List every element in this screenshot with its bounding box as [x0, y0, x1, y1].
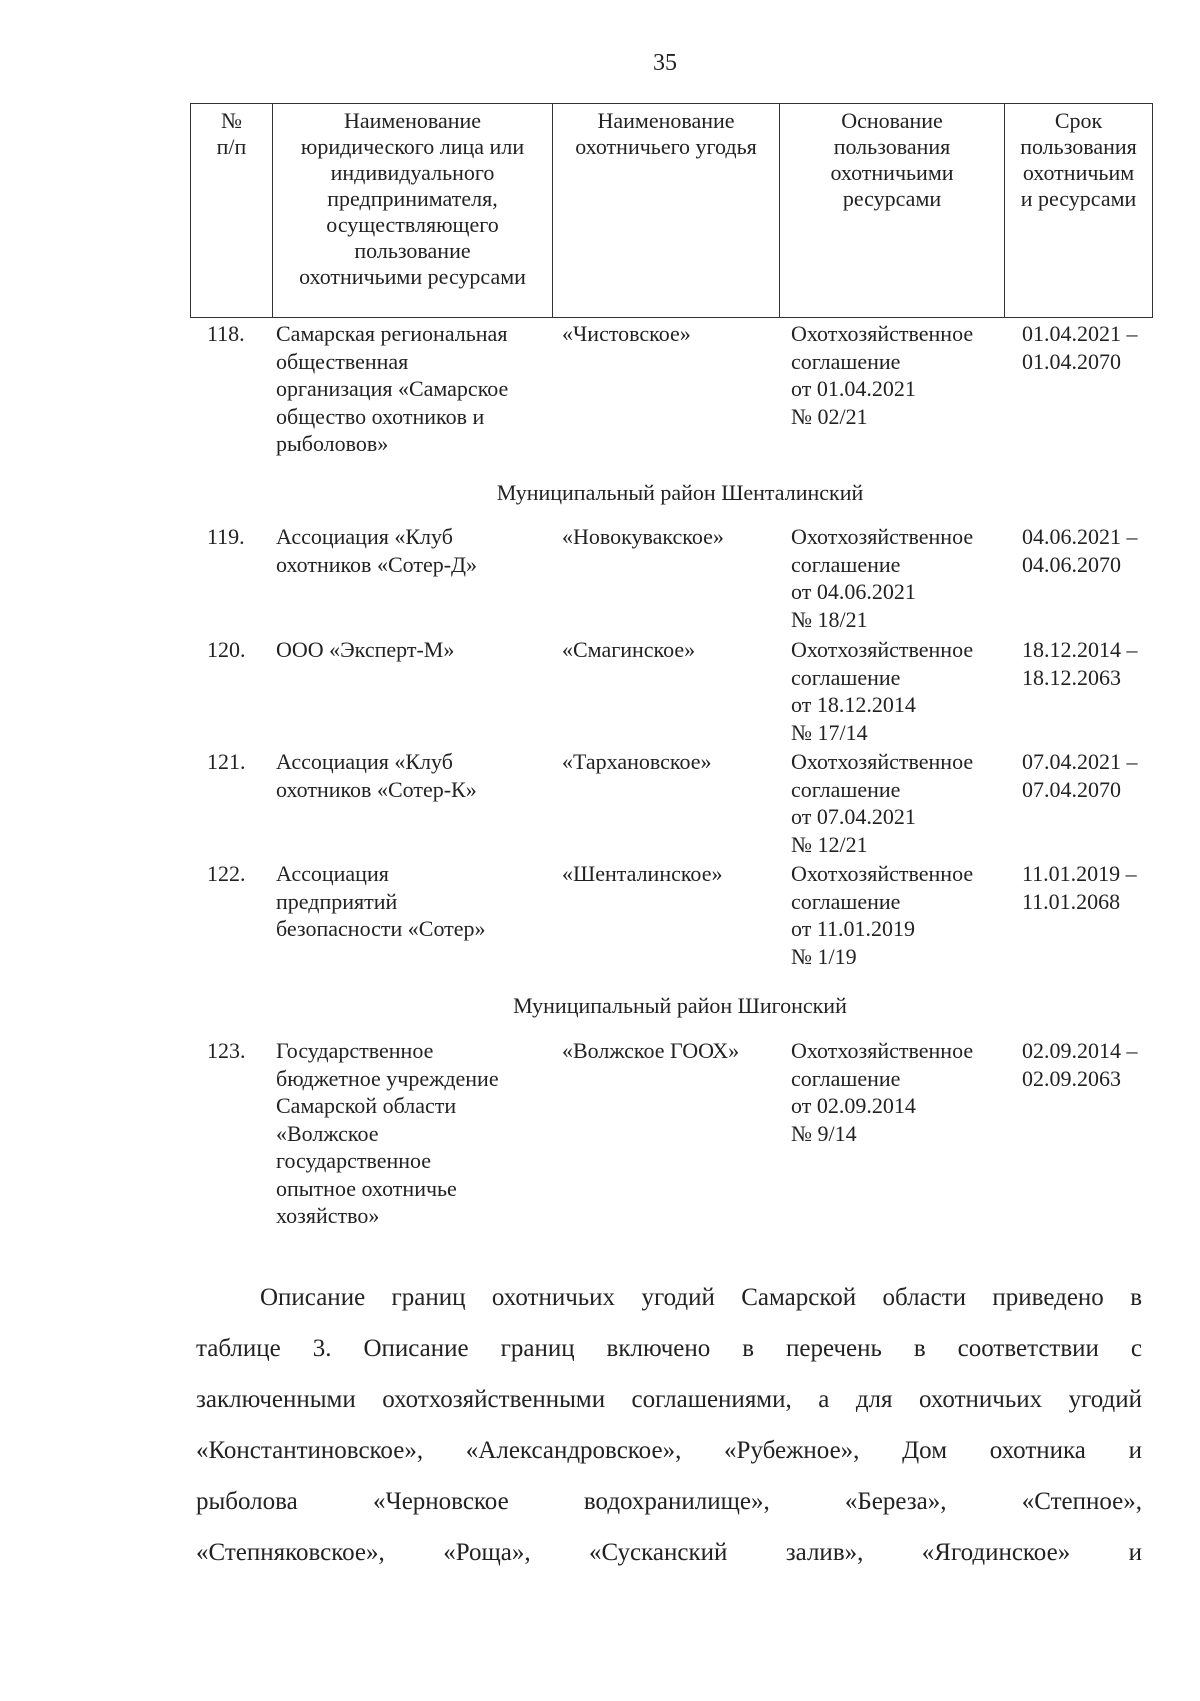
- row-organization: Ассоциация «Клуб охотников «Сотер-Д»: [276, 524, 478, 577]
- row-number: 119.: [207, 524, 245, 549]
- header-area: Наименование охотничьего угодья: [553, 104, 780, 318]
- paragraph-line: «Константиновское», «Александровское», «Рубежное», Дом охотника и: [196, 1437, 1142, 1464]
- header-basis: Основание пользования охотничьими ресурсами: [780, 104, 1005, 318]
- row-term: 07.04.2021 – 07.04.2070: [1022, 749, 1138, 802]
- row-hunting-area: «Волжское ГООХ»: [562, 1038, 740, 1063]
- row-term: 02.09.2014 – 02.09.2063: [1022, 1038, 1138, 1091]
- paragraph-line: заключенными охотхозяйственными соглашениями, а для охотничьих угодий: [196, 1386, 1142, 1413]
- row-number: 123.: [207, 1038, 246, 1063]
- row-basis: Охотхозяйственное соглашение от 02.09.2014 № 9/14: [791, 1038, 974, 1146]
- row-term: 18.12.2014 – 18.12.2063: [1022, 637, 1138, 690]
- row-organization: Государственное бюджетное учреждение Самарской области «Волжское государственное опытное охотничье хозяйство»: [276, 1038, 499, 1228]
- district-heading: Муниципальный район Шенталинский: [496, 480, 864, 505]
- row-hunting-area: «Тархановское»: [562, 749, 712, 774]
- row-hunting-area: «Чистовское»: [562, 321, 691, 346]
- row-term: 01.04.2021 – 01.04.2070: [1022, 321, 1138, 374]
- paragraph-line: Описание границ охотничьих угодий Самарской области приведено в: [260, 1284, 1142, 1311]
- row-number: 122.: [207, 861, 246, 886]
- district-heading: Муниципальный район Шигонский: [513, 993, 847, 1018]
- row-term: 04.06.2021 – 04.06.2070: [1022, 524, 1138, 577]
- row-organization: ООО «Эксперт-М»: [276, 637, 455, 662]
- row-organization: Самарская региональная общественная организация «Самарское общество охотников и рыболовов»: [276, 321, 509, 456]
- row-basis: Охотхозяйственное соглашение от 11.01.2019 № 1/19: [791, 861, 974, 969]
- row-hunting-area: «Смагинское»: [562, 637, 696, 662]
- paragraph-line: рыболова «Черновское водохранилище», «Береза», «Степное»,: [196, 1488, 1142, 1515]
- paragraph-line: таблице 3. Описание границ включено в перечень в соответствии с: [196, 1335, 1142, 1362]
- body-paragraph: [196, 1283, 1142, 1589]
- row-hunting-area: «Шенталинское»: [562, 861, 723, 886]
- row-term: 11.01.2019 – 11.01.2068: [1022, 861, 1137, 914]
- row-basis: Охотхозяйственное соглашение от 07.04.2021 № 12/21: [791, 749, 974, 857]
- row-organization: Ассоциация «Клуб охотников «Сотер-К»: [276, 749, 477, 802]
- row-basis: Охотхозяйственное соглашение от 18.12.2014 № 17/14: [791, 637, 974, 745]
- row-number: 120.: [207, 637, 246, 662]
- row-basis: Охотхозяйственное соглашение от 04.06.2021 № 18/21: [791, 524, 974, 632]
- header-num: № п/п: [191, 104, 273, 318]
- page-number: 35: [653, 50, 677, 76]
- header-org: Наименование юридического лица или индивидуального предпринимателя, осуществляющего пользование охотничьими ресурсами: [273, 104, 553, 318]
- row-hunting-area: «Новокувакское»: [562, 524, 724, 549]
- paragraph-line: «Степняковское», «Роща», «Сусканский залив», «Ягодинское» и: [196, 1539, 1142, 1566]
- table-header: [190, 103, 1153, 318]
- header-term: Срок пользования охотничьим и ресурсами: [1005, 104, 1153, 318]
- row-organization: Ассоциация предприятий безопасности «Сотер»: [276, 861, 486, 941]
- row-number: 121.: [207, 749, 246, 774]
- row-basis: Охотхозяйственное соглашение от 01.04.2021 № 02/21: [791, 321, 974, 429]
- row-number: 118.: [207, 321, 245, 346]
